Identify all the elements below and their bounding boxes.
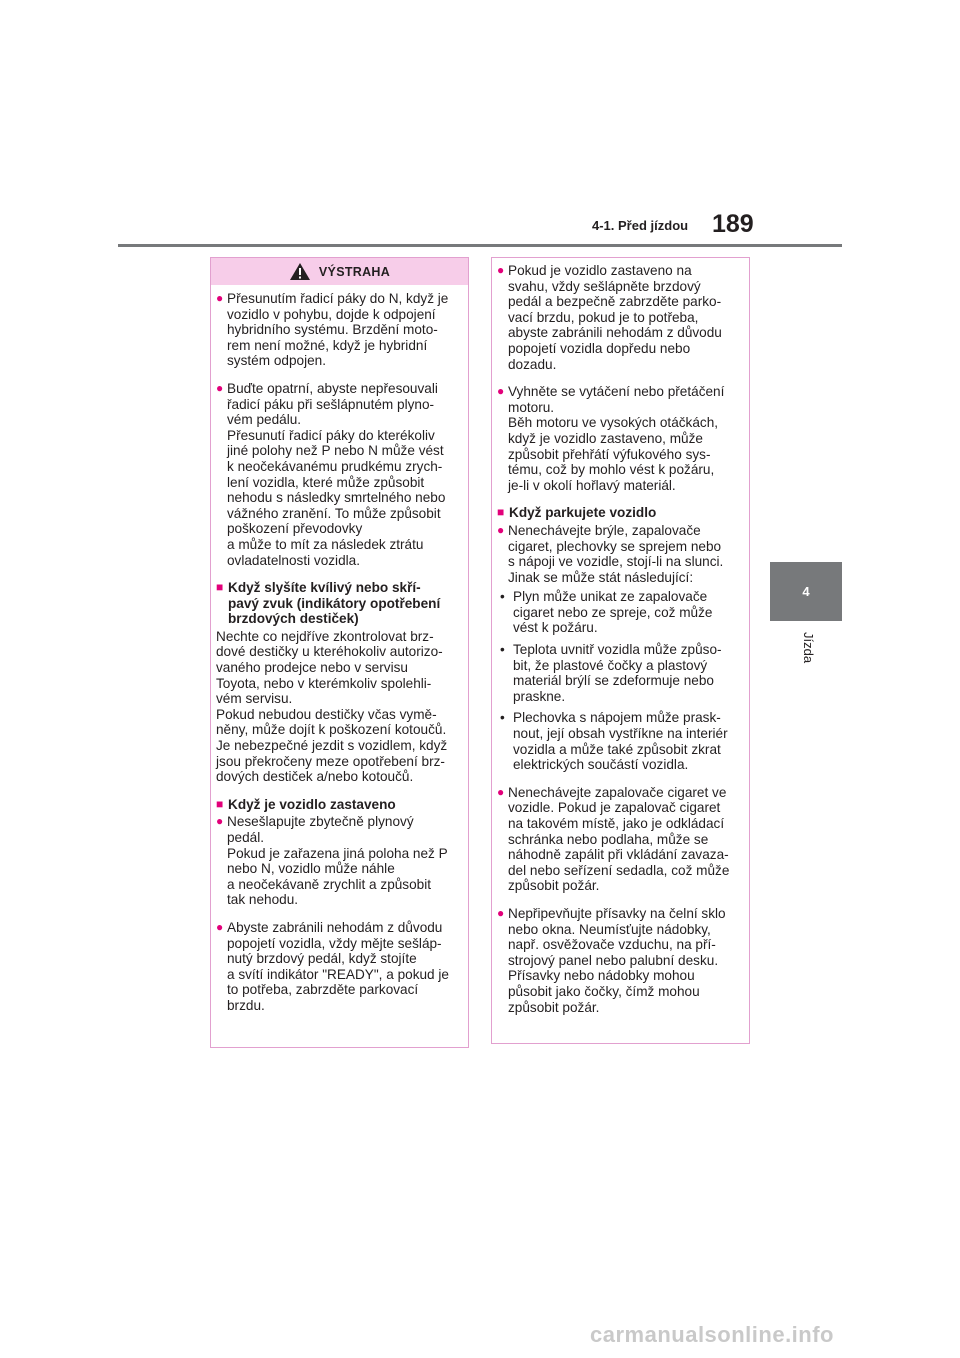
dash-list-item: • Plechovka s nápojem může prask- nout, její obsah vystříkne na interiér vozidla a může také způsobit zkrat elektrických součástí vozidla. [497, 710, 743, 772]
page-number: 189 [712, 210, 754, 238]
dot-icon: • [500, 642, 505, 658]
list-item: ● Nenechávejte brýle, zapalovače cigaret, plechovky se sprejem nebo s nápoji ve vozidle, stojí-li na slunci. Jinak se může stát následující: [497, 522, 724, 585]
list-item: ● Nepřipevňujte přísavky na čelní sklo nebo okna. Neumísťujte nádobky, např. osvěžovače vzduchu, na pří- strojový panel nebo palubní desku. Přísavky nebo nádobky mohou působit jako čočky, čímž mohou způsobit požár. [497, 905, 726, 1015]
list-item: ● Buďte opatrní, abyste nepřesouvali řadicí páku při sešlápnutém plyno- vém pedálu. Přesunutí řadicí páky do kterékoliv jiné polohy než P nebo N může vést k neočekávanému prudkému zrych- lení vozidla, které může způsobit nehodu s následky smrtelného nebo vážného zranění. To může způsobit poškození převodovky a může to mít za následek ztrátu ovladatelnosti vozidla. [216, 380, 446, 568]
watermark: carmanualsonline.info [590, 1322, 834, 1347]
bullet-icon: ● [497, 784, 505, 799]
bullet-icon: ● [497, 263, 505, 277]
dash-list-item: • Teplota uvnitř vozidla může způso- bit, že plastové čočky a plastový materiál brýlí se zdeformuje nebo praskne. [497, 642, 743, 704]
list-item: ● Vyhněte se vytáčení nebo přetáčení motoru. Běh motoru ve vysokých otáčkách, když je vozidlo zastaveno, může způsobit přehřátí výfukového sys- tému, což by mohlo vést k požáru, je-li v okolí hořlavý materiál. [497, 384, 725, 493]
list-item: ● Abyste zabránili nehodám z důvodu popojetí vozidla, vždy mějte sešláp- nutý brzdový pedál, když stojíte a svítí indikátor "READY", a pokud je to potřeba, zabrzděte parkovací brzdu. [216, 919, 449, 1013]
bullet-icon: ● [497, 522, 505, 537]
warning-box-left [210, 257, 469, 1048]
section-title: 4-1. Před jízdou [592, 218, 689, 233]
list-item: ● Pokud je vozidlo zastaveno na svahu, vždy sešlápněte brzdový pedál a bezpečně zabrzděte parko- vací brzdu, pokud je to potřeba, abyste zabránili nehodám z důvodu popojetí vozidla dopředu nebo dozadu. [497, 263, 722, 372]
dot-icon: • [500, 710, 505, 726]
bullet-icon: ● [497, 384, 505, 399]
paragraph: Nechte co nejdříve zkontrolovat brz- dové destičky u kteréhokoliv autorizo- vaného prodejce nebo v servisu Toyota, nebo v kterémkoliv spolehli- vém servisu. Pokud nebudou destičky včas vymě- něny, může dojít k poškození kotoučů. Je nebezpečné jezdit s vozidlem, když jsou překročeny meze opotřebení brz- dových destiček a/nebo kotoučů. [216, 628, 448, 785]
subsection-heading: ■ Když parkujete vozidlo [497, 505, 657, 521]
list-item: ● Nesešlapujte zbytečně plynový pedál. Pokud je zařazena jiná poloha než P nebo N, vozidlo může náhle a neočekávaně zrychlit a způsobit tak nehodu. [216, 814, 448, 908]
warning-header [211, 258, 468, 285]
bullet-icon: ● [216, 919, 224, 934]
bullet-icon: ● [216, 814, 224, 829]
bullet-icon: ● [216, 291, 224, 305]
bullet-icon: ● [216, 380, 224, 395]
warning-title: VÝSTRAHA [318, 264, 391, 279]
bullet-icon: ● [497, 905, 505, 920]
subsection-heading: ■ Když je vozidlo zastaveno [216, 796, 396, 812]
header-rule [118, 244, 842, 247]
chapter-number: 4 [802, 584, 810, 599]
chapter-label: Jízda [801, 632, 816, 664]
subsection-heading: ■ Když slyšíte kvílivý nebo skří- pavý zvuk (indikátory opotřebení brzdových destiček) [216, 580, 441, 627]
warning-triangle-icon [289, 262, 311, 281]
square-icon: ■ [497, 505, 505, 520]
list-item: ● Přesunutím řadicí páky do N, když je vozidlo v pohybu, dojde k odpojení hybridního systému. Brzdění moto- rem není možné, když je hybridní systém odpojen. [216, 291, 449, 369]
dash-list-item: • Plyn může unikat ze zapalovače cigaret nebo ze spreje, což může vést k požáru. [497, 589, 743, 636]
list-item: ● Nenechávejte zapalovače cigaret ve vozidle. Pokud je zapalovač cigaret na takovém místě, jako je odkládací schránka nebo podlaha, může se náhodně zapálit při vkládání zavaza- del nebo seřízení sedadla, což může způsobit požár. [497, 784, 730, 894]
chapter-tab [770, 562, 842, 621]
square-icon: ■ [216, 580, 224, 595]
square-icon: ■ [216, 796, 224, 811]
warning-box-right [491, 257, 750, 1044]
dot-icon: • [500, 589, 505, 605]
